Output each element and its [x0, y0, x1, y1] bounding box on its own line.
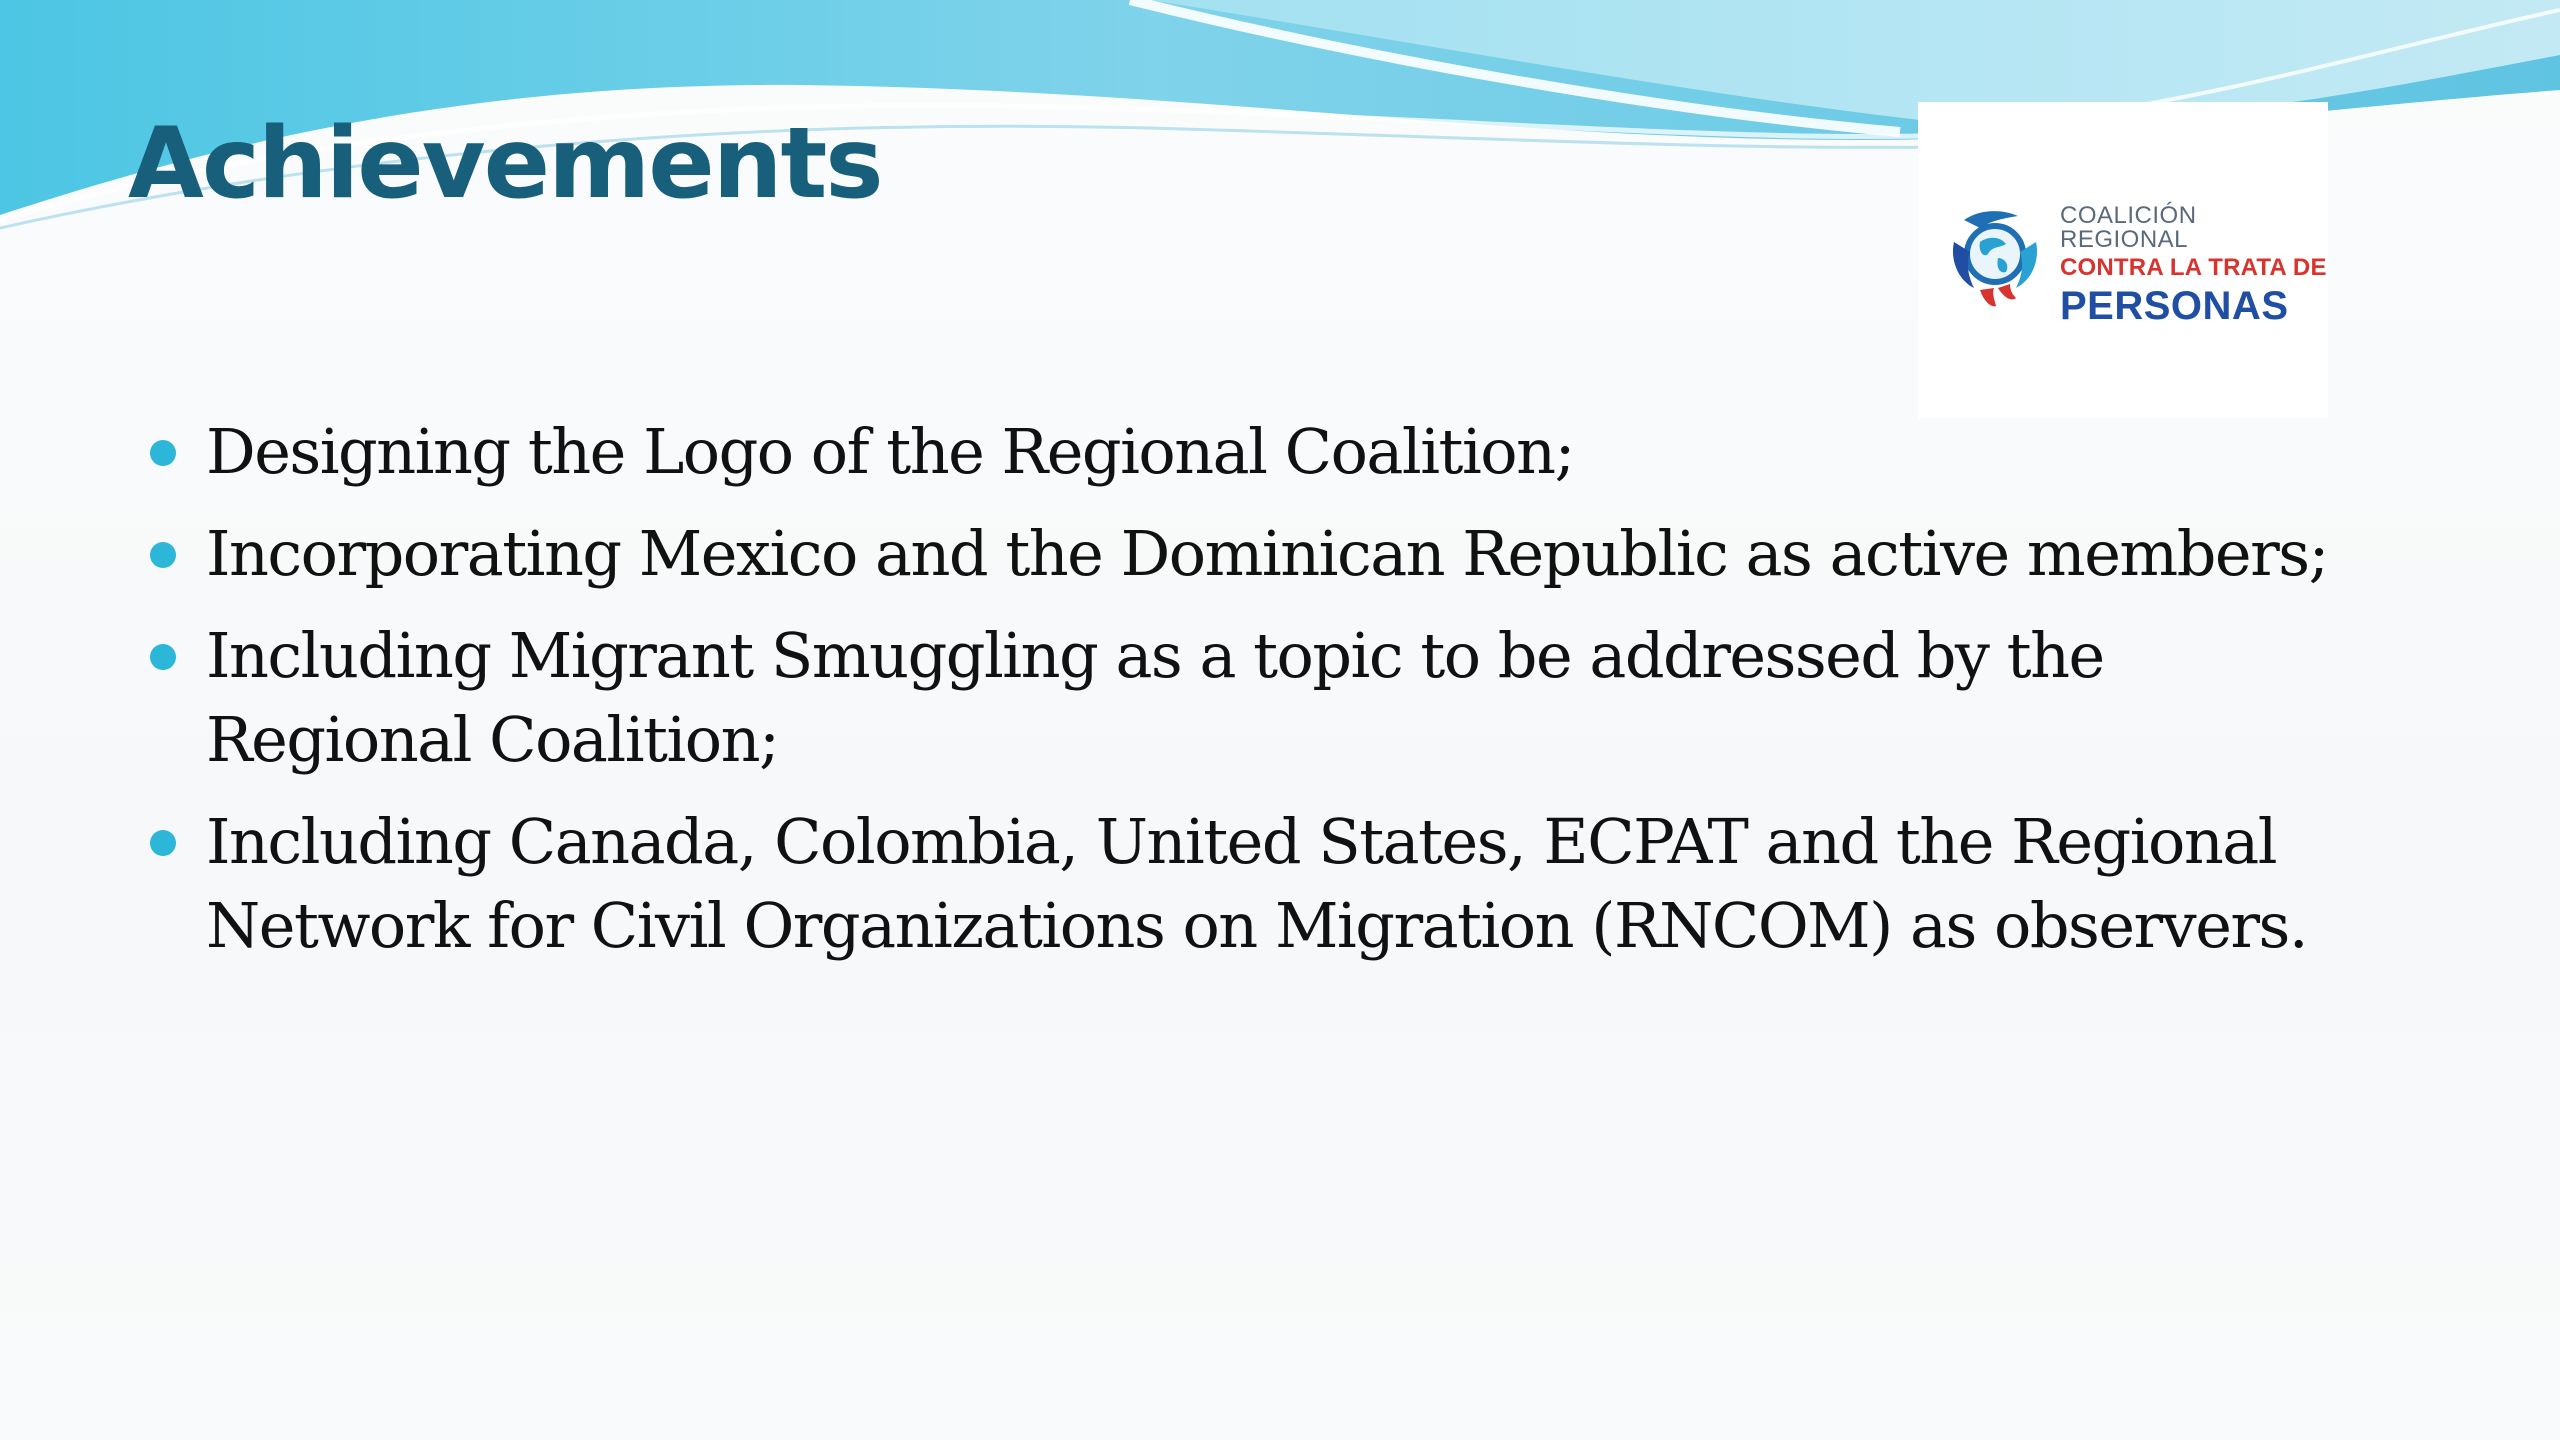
slide-title: Achievements — [128, 107, 882, 221]
logo-line-2: CONTRA LA TRATA DE — [2060, 254, 2327, 281]
list-item — [150, 512, 2370, 596]
coalition-logo — [1918, 102, 2328, 418]
bullet-text: Incorporating Mexico and the Dominican Republic as active members; — [206, 517, 2328, 590]
list-item — [150, 800, 2370, 968]
list-item — [150, 410, 2370, 494]
logo-text — [2060, 204, 2328, 326]
bullet-text: Designing the Logo of the Regional Coalition; — [206, 415, 1574, 488]
bullet-text: Including Canada, Colombia, United States, ECPAT and the Regional Network for Civil Organizations on Migration (RNCOM) as observers. — [206, 805, 2308, 962]
achievements-list — [150, 410, 2370, 986]
bullet-dot-icon — [150, 830, 176, 856]
bullet-dot-icon — [150, 644, 176, 670]
bullet-dot-icon — [150, 542, 176, 568]
bullet-dot-icon — [150, 440, 176, 466]
bullet-text: Including Migrant Smuggling as a topic to be addressed by the Regional Coalition; — [206, 619, 2104, 776]
globe-hands-logo-icon — [1940, 202, 2050, 312]
logo-line-3: PERSONAS — [2060, 284, 2289, 328]
list-item — [150, 614, 2370, 782]
logo-line-1: COALICIÓN REGIONAL — [2060, 202, 2197, 253]
